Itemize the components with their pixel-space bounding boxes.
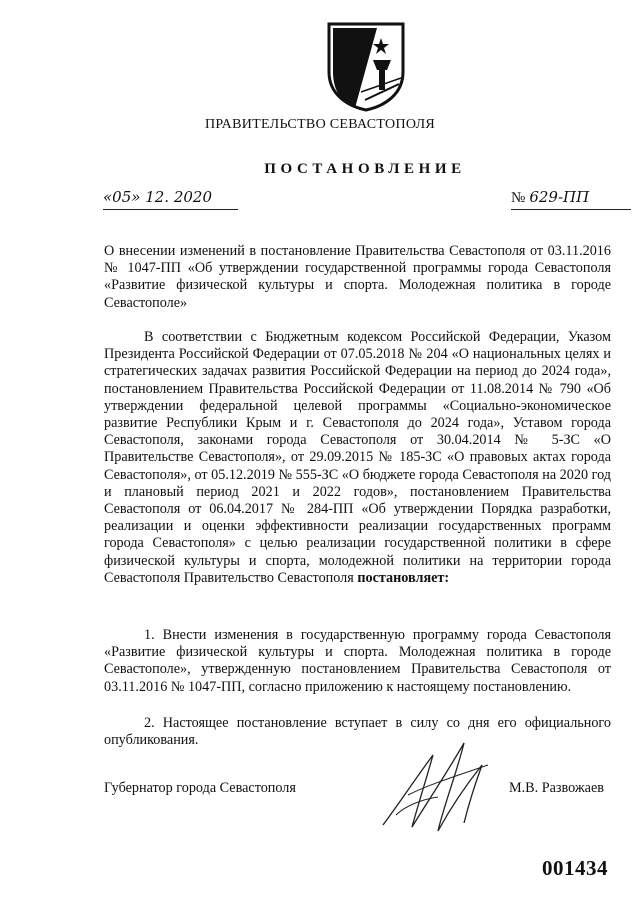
number-sign: № bbox=[511, 190, 526, 206]
document-subject: О внесении изменений в постановление Правительства Севастополя от 03.11.2016 № 1047-ПП «Об утверждении государственной программы города Севастополя «Развитие физической культуры и спорта. Молодежная политика в городе Севастополе» bbox=[104, 243, 611, 311]
resolution-item-2: 2. Настоящее постановление вступает в силу со дня его официального опубликования. bbox=[104, 715, 611, 749]
document-number-field bbox=[511, 187, 631, 210]
document-type-title: ПОСТАНОВЛЕНИЕ bbox=[264, 161, 466, 177]
signatory-name: М.В. Развожаев bbox=[509, 780, 604, 796]
resolution-item-1: 1. Внести изменения в государственную программу города Севастополя «Развитие физической культуры и спорта. Молодежная политика в городе Севастополе», утвержденную постановлением Правительства Севастополя от 03.11.2016 № 1047-ПП, согласно приложению к настоящему постановлению. bbox=[104, 627, 611, 695]
preamble-paragraph bbox=[104, 329, 611, 587]
handwritten-signature-icon bbox=[378, 735, 498, 835]
signatory-title: Губернатор города Севастополя bbox=[104, 780, 296, 796]
preamble-text: В соответствии с Бюджетным кодексом Российской Федерации, Указом Президента Российской Федерации от 07.05.2018 № 204 «О национальных целях и стратегических задачах развития Российской Федерации на период до 2024 года», постановлением Правительства Российской Федерации от 11.08.2014 № 790 «Об утверждении федеральной целевой программы «Социально-экономическое развитие Республики Крым и г. Севастополя до 2024 года», Уставом города Севастополя, законами города Севастополя от 30.04.2014 № 5-ЗС «О Правительстве Севастополя», от 29.09.2015 № 185-ЗС «О правовых актах города Севастополя», от 05.12.2019 № 555-ЗС «О бюджете города Севастополя на 2020 год и плановый период 2021 и 2022 годов», постановлением Правительства Севастополя от 06.04.2017 № 284-ПП «Об утверждении Порядка разработки, реализации и оценки эффективности реализации государственных программ города Севастополя» с целью реализации государственной политики в сфере физической культуры и спорта, молодежной политики на территории города Севастополя Правительство Севастополя bbox=[104, 329, 611, 586]
document-number: 629-ПП bbox=[529, 188, 590, 206]
document-date-field bbox=[103, 187, 238, 210]
resolves-keyword: постановляет: bbox=[357, 569, 450, 586]
government-name: ПРАВИТЕЛЬСТВО СЕВАСТОПОЛЯ bbox=[204, 117, 436, 132]
serial-number: 001434 bbox=[542, 856, 608, 880]
sevastopol-coat-of-arms-icon bbox=[325, 20, 407, 112]
document-date: «05» 12. 2020 bbox=[103, 188, 213, 206]
